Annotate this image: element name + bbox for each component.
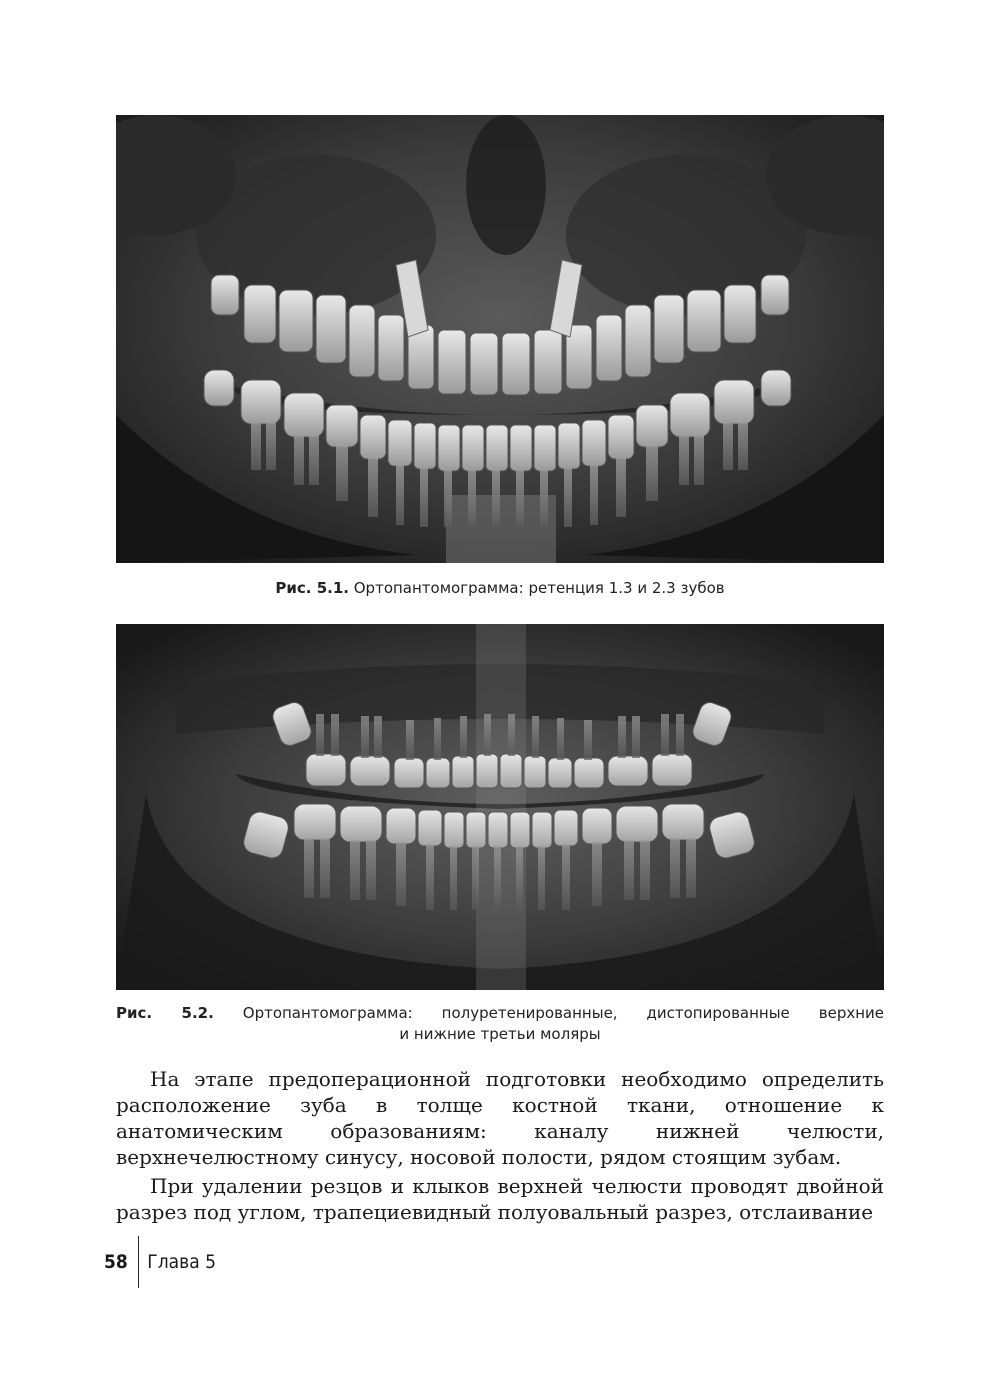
xray-figure-1 xyxy=(116,115,884,563)
figure-2-caption-line2: и нижние третьи моляры xyxy=(399,1025,601,1043)
figure-1-caption-text: Ортопантомограмма: ретенция 1.3 и 2.3 зубов xyxy=(348,579,725,597)
footer-divider xyxy=(138,1236,140,1288)
figure-2-caption xyxy=(116,1003,884,1045)
body-text xyxy=(116,1066,884,1225)
chapter-label: Глава 5 xyxy=(147,1251,216,1273)
figure-2-caption-line1 xyxy=(116,1003,884,1024)
xray-figure-2 xyxy=(116,624,884,990)
figure-2-caption-text: Ортопантомограмма: полуретенированные, дистопированные верхние xyxy=(213,1004,884,1022)
figure-1-label: Рис. 5.1. xyxy=(275,579,349,597)
figure-2-label: Рис. 5.2. xyxy=(116,1004,214,1022)
panoramic-xray-image-2 xyxy=(116,624,884,990)
paragraph: На этапе предоперационной подготовки необходимо определить расположение зуба в толще костной ткани, отношение к анатомическим образованиям: каналу нижней челюсти, верхнечелюстному синусу, носовой полости, рядом стоящим зубам. xyxy=(116,1067,884,1169)
panoramic-xray-image-1 xyxy=(116,115,884,563)
figure-1-caption xyxy=(116,578,884,599)
paragraph: При удалении резцов и клыков верхней челюсти проводят двойной разрез под углом, трапециевидный полуовальный разрез, отслаивание xyxy=(116,1174,884,1224)
page-number: 58 xyxy=(104,1251,128,1273)
page-footer xyxy=(104,1236,216,1288)
